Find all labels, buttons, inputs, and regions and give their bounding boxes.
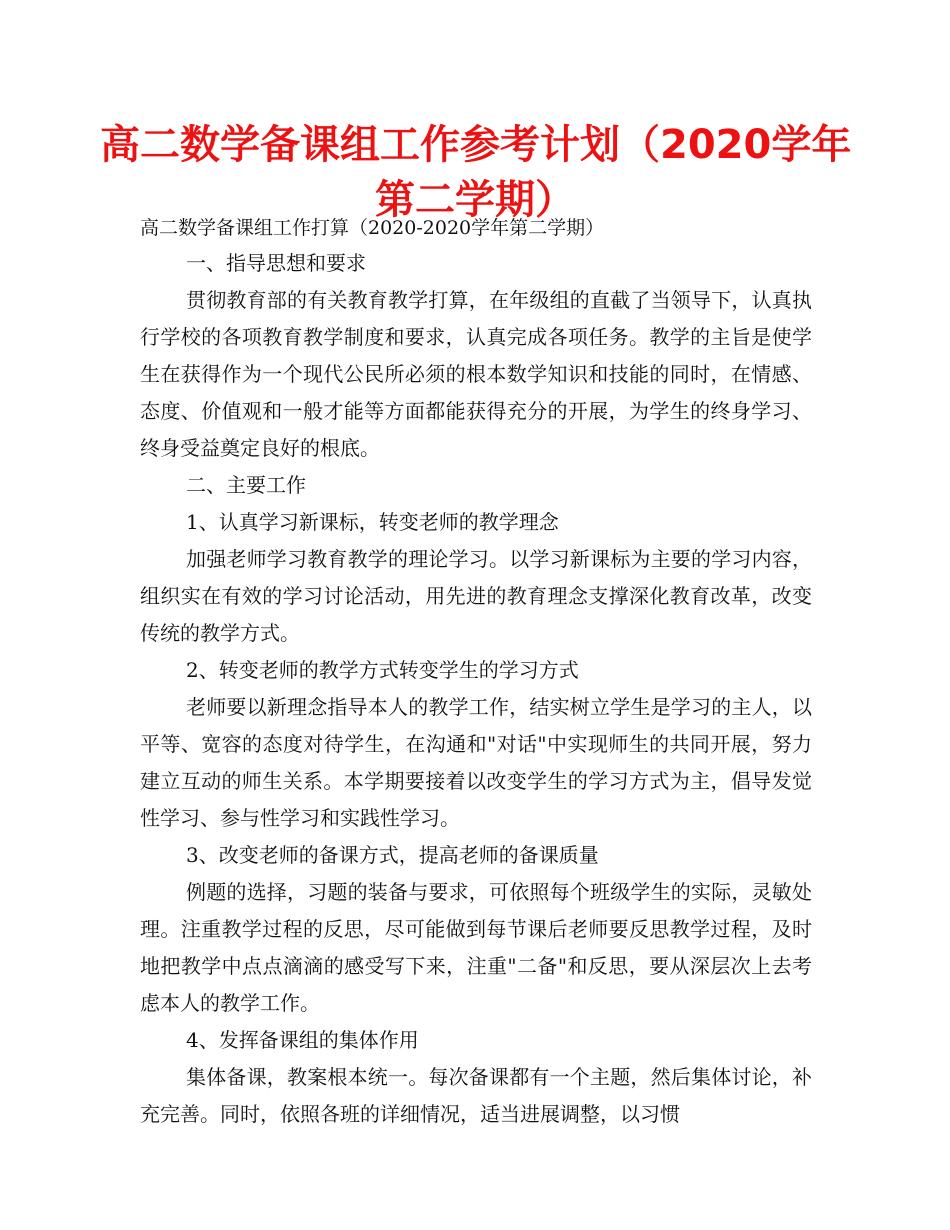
document-title — [100, 118, 850, 228]
paragraph-guiding-principles: 贯彻教育部的有关教育教学打算，在年级组的直截了当领导下，认真执行学校的各项教育教学制度和要求，认真完成各项任务。教学的主旨是使学生在获得作为一个现代公民所必须的根本数学知识和技能的同时，在情感、态度、价值观和一般才能等方面都能获得充分的开展，为学生的终身学习、终身受益奠定良好的根底。 — [140, 288, 812, 460]
paragraph-teaching-method: 老师要以新理念指导本人的教学工作，结实树立学生是学习的主人，以平等、宽容的态度对待学生，在沟通和"对话"中实现师生的共同开展，努力建立互动的师生关系。本学期要接着以改变学生的学习方式为主，倡导发觉性学习、参与性学习和实践性学习。 — [140, 695, 812, 830]
section-heading-main-work: 二、主要工作 — [186, 473, 306, 497]
paragraph-collective-role: 集体备课，教案根本统一。每次备课都有一个主题，然后集体讨论，补充完善。同时，依照各班的详细情况，适当进展调整，以习惯 — [140, 1065, 812, 1126]
document-body — [140, 245, 812, 1133]
subheading-lesson-preparation: 3、改变老师的备课方式，提高老师的备课质量 — [186, 843, 599, 867]
subheading-new-curriculum: 1、认真学习新课标，转变老师的教学理念 — [186, 510, 559, 534]
paragraph-lesson-preparation: 例题的选择，习题的装备与要求，可依照每个班级学生的实际，灵敏处理。注重教学过程的反思，尽可能做到每节课后老师要反思教学过程，及时地把教学中点点滴滴的感受写下来，注重"二备"和反思，要从深层次上去考虑本人的教学工作。 — [140, 880, 812, 1015]
section-heading-guiding-principles: 一、指导思想和要求 — [186, 251, 366, 275]
document-subtitle: 高二数学备课组工作打算（2020-2020学年第二学期） — [140, 217, 605, 239]
document-title-line-1: 高二数学备课组工作参考计划（2020学年 — [100, 122, 852, 168]
paragraph-new-curriculum: 加强老师学习教育教学的理论学习。以学习新课标为主要的学习内容，组织实在有效的学习讨论活动，用先进的教育理念支撑深化教育改革，改变传统的教学方式。 — [140, 547, 812, 645]
subheading-collective-role: 4、发挥备课组的集体作用 — [186, 1028, 419, 1052]
document-title-line-2: 第二学期） — [375, 177, 575, 223]
subheading-teaching-method: 2、转变老师的教学方式转变学生的学习方式 — [186, 658, 579, 682]
